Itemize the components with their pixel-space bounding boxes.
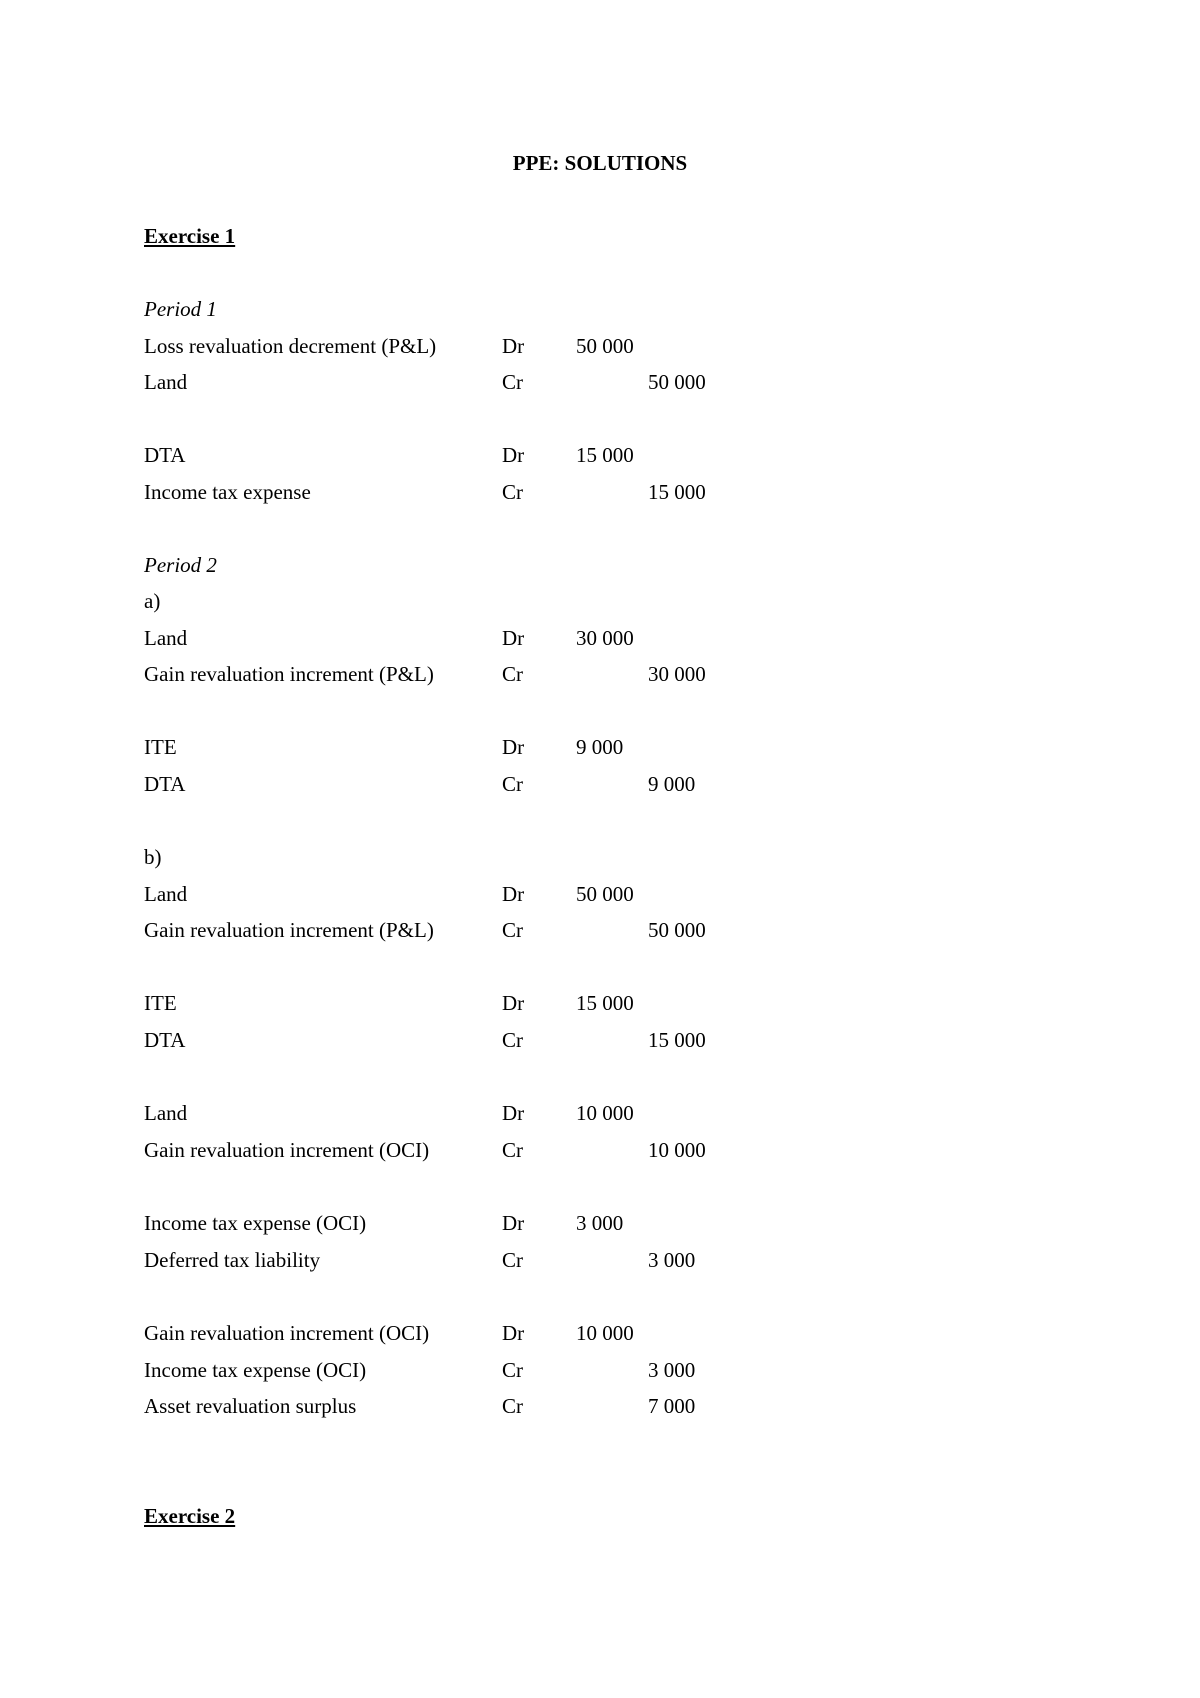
dr-cr-indicator: Dr: [502, 882, 525, 906]
credit-amount: 50 000: [648, 918, 706, 942]
journal-entry-row: [0, 882, 1200, 910]
account-name: Land: [144, 626, 188, 650]
account-name: Gain revaluation increment (OCI): [144, 1138, 430, 1162]
debit-amount: 50 000: [576, 882, 634, 906]
credit-amount: 15 000: [648, 480, 706, 504]
account-name: Land: [144, 370, 188, 394]
account-name: Asset revaluation surplus: [144, 1394, 357, 1418]
account-name: Gain revaluation increment (P&L): [144, 662, 434, 686]
journal-entry-row: [0, 1248, 1200, 1276]
journal-entry-row: [0, 1028, 1200, 1056]
account-name: DTA: [144, 772, 186, 796]
account-name: Land: [144, 882, 188, 906]
journal-entry-row: [0, 370, 1200, 398]
dr-cr-indicator: Cr: [502, 1248, 523, 1272]
credit-amount: 30 000: [648, 662, 706, 686]
journal-entry-row: [0, 1358, 1200, 1386]
account-name: Income tax expense: [144, 480, 311, 504]
account-name: Income tax expense (OCI): [144, 1358, 367, 1382]
journal-entry-row: [0, 443, 1200, 471]
debit-amount: 15 000: [576, 443, 634, 467]
account-name: Income tax expense (OCI): [144, 1211, 367, 1235]
journal-entry-row: [0, 1101, 1200, 1129]
journal-entry-row: [0, 334, 1200, 362]
journal-entry-row: [0, 1394, 1200, 1422]
journal-entry-row: [0, 918, 1200, 946]
debit-amount: 50 000: [576, 334, 634, 358]
dr-cr-indicator: Dr: [502, 735, 525, 759]
journal-entry-row: [0, 1211, 1200, 1239]
credit-amount: 3 000: [648, 1248, 696, 1272]
credit-amount: 50 000: [648, 370, 706, 394]
journal-entry-row: [0, 1138, 1200, 1166]
account-name: Gain revaluation increment (P&L): [144, 918, 434, 942]
dr-cr-indicator: Dr: [502, 443, 525, 467]
credit-amount: 10 000: [648, 1138, 706, 1162]
part-b-label: b): [144, 845, 162, 869]
page-title: PPE: SOLUTIONS: [512, 151, 688, 175]
debit-amount: 15 000: [576, 991, 634, 1015]
credit-amount: 9 000: [648, 772, 696, 796]
account-name: DTA: [144, 443, 186, 467]
dr-cr-indicator: Cr: [502, 370, 523, 394]
journal-entry-row: [0, 480, 1200, 508]
part-a-label: a): [144, 589, 161, 613]
account-name: Deferred tax liability: [144, 1248, 321, 1272]
journal-entry-row: [0, 735, 1200, 763]
debit-amount: 9 000: [576, 735, 624, 759]
debit-amount: 10 000: [576, 1101, 634, 1125]
dr-cr-indicator: Cr: [502, 662, 523, 686]
credit-amount: 3 000: [648, 1358, 696, 1382]
dr-cr-indicator: Cr: [502, 1028, 523, 1052]
journal-entry-row: [0, 1321, 1200, 1349]
journal-entry-row: [0, 772, 1200, 800]
dr-cr-indicator: Dr: [502, 1321, 525, 1345]
period-2-heading: Period 2: [144, 553, 217, 577]
debit-amount: 30 000: [576, 626, 634, 650]
account-name: Gain revaluation increment (OCI): [144, 1321, 430, 1345]
dr-cr-indicator: Cr: [502, 918, 523, 942]
exercise-2-heading: Exercise 2: [144, 1504, 236, 1528]
account-name: ITE: [144, 735, 177, 759]
exercise-1-heading: Exercise 1: [144, 224, 236, 248]
journal-entry-row: [0, 626, 1200, 654]
credit-amount: 7 000: [648, 1394, 696, 1418]
dr-cr-indicator: Dr: [502, 991, 525, 1015]
period-1-heading: Period 1: [144, 297, 217, 321]
debit-amount: 10 000: [576, 1321, 634, 1345]
dr-cr-indicator: Cr: [502, 772, 523, 796]
dr-cr-indicator: Cr: [502, 1394, 523, 1418]
journal-entry-row: [0, 991, 1200, 1019]
account-name: DTA: [144, 1028, 186, 1052]
journal-entry-row: [0, 662, 1200, 690]
dr-cr-indicator: Dr: [502, 1101, 525, 1125]
credit-amount: 15 000: [648, 1028, 706, 1052]
dr-cr-indicator: Cr: [502, 1358, 523, 1382]
dr-cr-indicator: Dr: [502, 626, 525, 650]
dr-cr-indicator: Cr: [502, 1138, 523, 1162]
account-name: Loss revaluation decrement (P&L): [144, 334, 437, 358]
account-name: Land: [144, 1101, 188, 1125]
debit-amount: 3 000: [576, 1211, 624, 1235]
dr-cr-indicator: Dr: [502, 1211, 525, 1235]
account-name: ITE: [144, 991, 177, 1015]
dr-cr-indicator: Cr: [502, 480, 523, 504]
dr-cr-indicator: Dr: [502, 334, 525, 358]
